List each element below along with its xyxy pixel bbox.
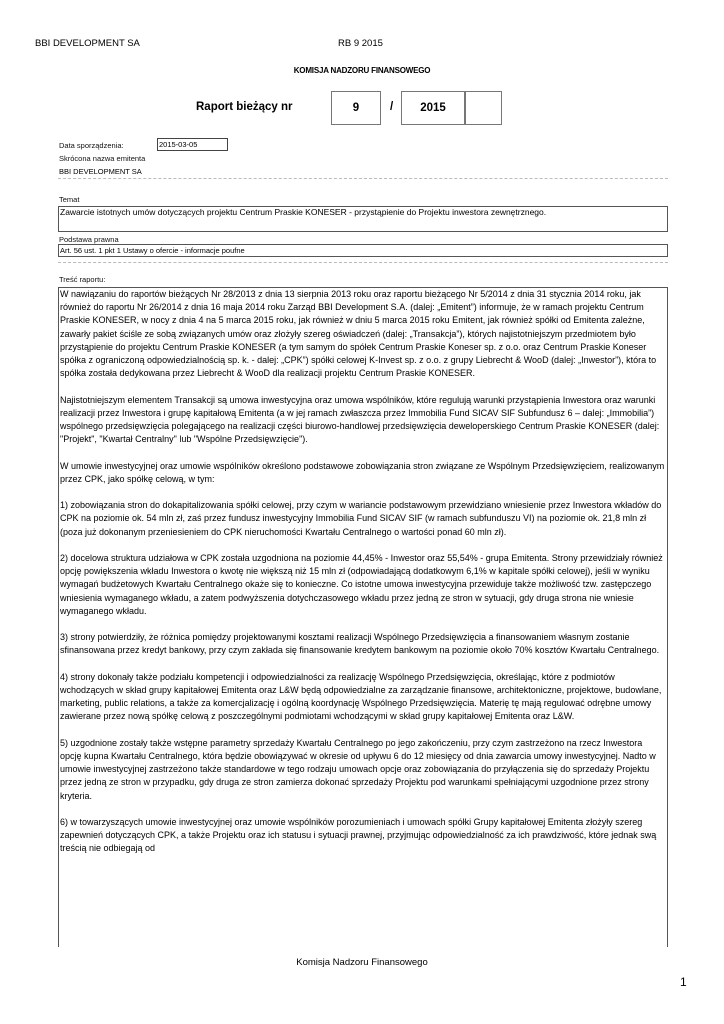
page-number: 1 — [680, 975, 687, 989]
report-year-box — [401, 91, 465, 125]
content-paragraph: Najistotniejszym elementem Transakcji są umowa inwestycyjna oraz umowa wspólników, które regulują warunki przystąpienia Inwestora oraz warunki realizacji przez Inwestora i grupę kapitałową Emitenta (a w jej ramach zwłaszcza przez Immobilia Fund SICAV SIF Subfundusz 6 – dalej: „Immobilia”) wspólnego przedsięwzięcia polegającego na realizacji części biurowo-handlowej przedsięwzięcia deweloperskiego Centrum Praskie KONESER (dalej: "Projekt", "Kwartał Centralny" lub "Wspólne Przedsięwzięcie"). — [60, 394, 660, 445]
legal-basis-value: Art. 56 ust. 1 pkt 1 Ustawy o ofercie - informacje poufne — [60, 246, 245, 255]
date-label: Data sporządzenia: — [59, 141, 124, 150]
subject-field — [58, 206, 668, 232]
legal-basis-label: Podstawa prawna — [59, 235, 119, 244]
content-label: Treść raportu: — [59, 275, 106, 284]
content-paragraph: W nawiązaniu do raportów bieżących Nr 28/2013 z dnia 13 sierpnia 2013 roku oraz raportu bieżącego Nr 5/2014 z dnia 31 stycznia 2014 roku, jak również do raportu Nr 26/2014 z dnia 16 maja 2014 roku Zarząd BBI Development S.A. (dalej: „Emitent”) informuje, że w ramach projektu Centrum Praskie KONESER, w nocy z dnia 4 na 5 marca 2015 roku, jak również w dniu 5 marca 2015 roku Emitent, jak również spółki od Emitenta zależne, zawarły pakiet ściśle ze sobą związanych umów oraz złożyły szereg oświadczeń (dalej: „Transakcja”), których najistotniejszym przedmiotem było przystąpienie do projektu Centrum Praskie KONESER (a tym samym do spółek Centrum Praskie Koneser sp. z o.o. oraz Centrum Praskie Koneser spółka z ograniczoną odpowiedzialnością sp. k. - dalej: „CPK”) spółki celowej K-Invest sp. z o.o. z grupy Liebrecht & WooD (dalej: „Inwestor”), która to spółka została dedykowana przez Liebrecht & WooD dla realizacji projektu Centrum Praskie KONESER. — [60, 289, 657, 379]
commission-title: KOMISJA NADZORU FINANSOWEGO — [293, 66, 431, 75]
content-paragraph: 3) strony potwierdziły, że różnica pomiędzy projektowanymi kosztami realizacji Wspólnego Przedsięwzięcia a finansowaniem własnym zostanie sfinansowana przez kredyt bankowy, przy czym zakłada się finansowanie kredytem bankowym na poziomie około 70% kosztów Kwartału Centralnego. — [60, 632, 660, 656]
header-report-ref: RB 9 2015 — [338, 38, 383, 49]
content-paragraph: 4) strony dokonały także podziału kompetencji i odpowiedzialności za realizację Wspólnego Przedsięwzięcia, określając, które z podmiotów wchodzących w skład grupy kapitałowej Emitenta oraz L&W będą odpowiedzialne za zarządzanie finansowe, architektoniczne, projektowe, budowlane, marketing, public relations, a także za komercjalizację i ogólną koordynację Wspólnego Przedsięwzięcia. Materię tę mają regulować odrębne umowy zawierane przez nową spółkę celową z poszczególnymi podmiotami wchodzącymi w skład grupy kapitałowej Emitenta oraz L&W. — [60, 671, 662, 722]
report-number-box — [331, 91, 381, 125]
separator-dashed-2 — [58, 262, 668, 263]
subject-value: Zawarcie istotnych umów dotyczących projektu Centrum Praskie KONESER - przystąpienie do Projektu inwestora zewnętrznego. — [60, 207, 547, 217]
header-company: BBI DEVELOPMENT SA — [35, 38, 140, 49]
report-empty-box — [465, 91, 502, 125]
footer-text: Komisja Nadzoru Finansowego — [296, 957, 428, 968]
report-title: Raport bieżący nr — [196, 101, 293, 113]
date-value: 2015-03-05 — [159, 140, 198, 149]
issuer-short-label: Skrócona nazwa emitenta — [59, 154, 146, 163]
separator-dashed — [58, 178, 668, 179]
content-paragraph: W umowie inwestycyjnej oraz umowie wspólników określono podstawowe zobowiązania stron związane ze Wspólnym Przedsięwzięciem, realizowanym przez CPK, jako spółkę celową, w tym: — [60, 460, 665, 484]
report-year: 2015 — [420, 102, 446, 114]
legal-basis-field — [58, 244, 668, 257]
content-paragraph: 1) zobowiązania stron do dokapitalizowania spółki celowej, przy czym w wariancie podstawowym przewidziano wniesienie przez Inwestora wkładów do CPK na poziomie ok. 54 mln zł, zaś przez fundusz inwestycyjny Immobilia Fund SICAV SIF (w ramach subfunduszu VI) na poziomie ok. 21,8 mln zł (poza już dokonanym przeniesieniem do CPK nieruchomości Kwartału Centralnego o wartości ponad 60 mln zł). — [60, 500, 662, 537]
report-content — [58, 287, 668, 947]
report-separator: / — [390, 101, 394, 113]
subject-label: Temat — [59, 195, 80, 204]
content-paragraph: 5) uzgodnione zostały także wstępne parametry sprzedaży Kwartału Centralnego po jego zakończeniu, przy czym zastrzeżono na rzecz Inwestora opcję kupna Kwartału Centralnego, która będzie obowiązywać w okresie od upływu 6 do 12 miesięcy od dnia zawarcia umowy inwestycyjnej. Nadto w umowie inwestycyjnej zastrzeżono także standardowe w tego rodzaju umowach opcje oraz zobowiązania do przyłączenia się do sprzedaży Projektu przez jedną ze stron w przypadku, gdy druga ze stron zamierza dokonać sprzedaży Projektu pod warunkami spełniającymi uzgodnione przez strony kryteria. — [60, 737, 656, 801]
content-paragraph: 2) docelowa struktura udziałowa w CPK została uzgodniona na poziomie 44,45% - Inwestor oraz 55,54% - grupa Emitenta. Strony przewidziały również opcję powiększenia wkładu Inwestora o kwotę nie większą niż 15 mln zł (odpowiadającą dodatkowym 6,1% w kapitale spółki celowej), jeśli w wyniku wymagań budżetowych Kwartału Centralnego okaże się to konieczne. Co istotne umowa inwestycyjna przewiduje także możliwość tzw. zastępczego wniesienia wymaganego wkładu, a zatem podwyższenia dotychczasowego wkładu przez jedną ze stron w sytuacji, gdy druga strona nie wniesie wymaganego wkładu. — [60, 553, 663, 616]
content-paragraph: 6) w towarzyszących umowie inwestycyjnej oraz umowie wspólników porozumieniach i umowach spółki Grupy kapitałowej Emitenta złożyły szereg zapewnień dotyczących CPK, a także Projektu oraz ich statusu i sytuacji prawnej, przyjmując odpowiedzialność za ich prawdziwość, które jednak swą treścią nie odbiegają od — [60, 817, 657, 854]
report-number: 9 — [352, 102, 360, 114]
issuer-short-value: BBI DEVELOPMENT SA — [59, 167, 142, 176]
date-field — [157, 138, 228, 151]
